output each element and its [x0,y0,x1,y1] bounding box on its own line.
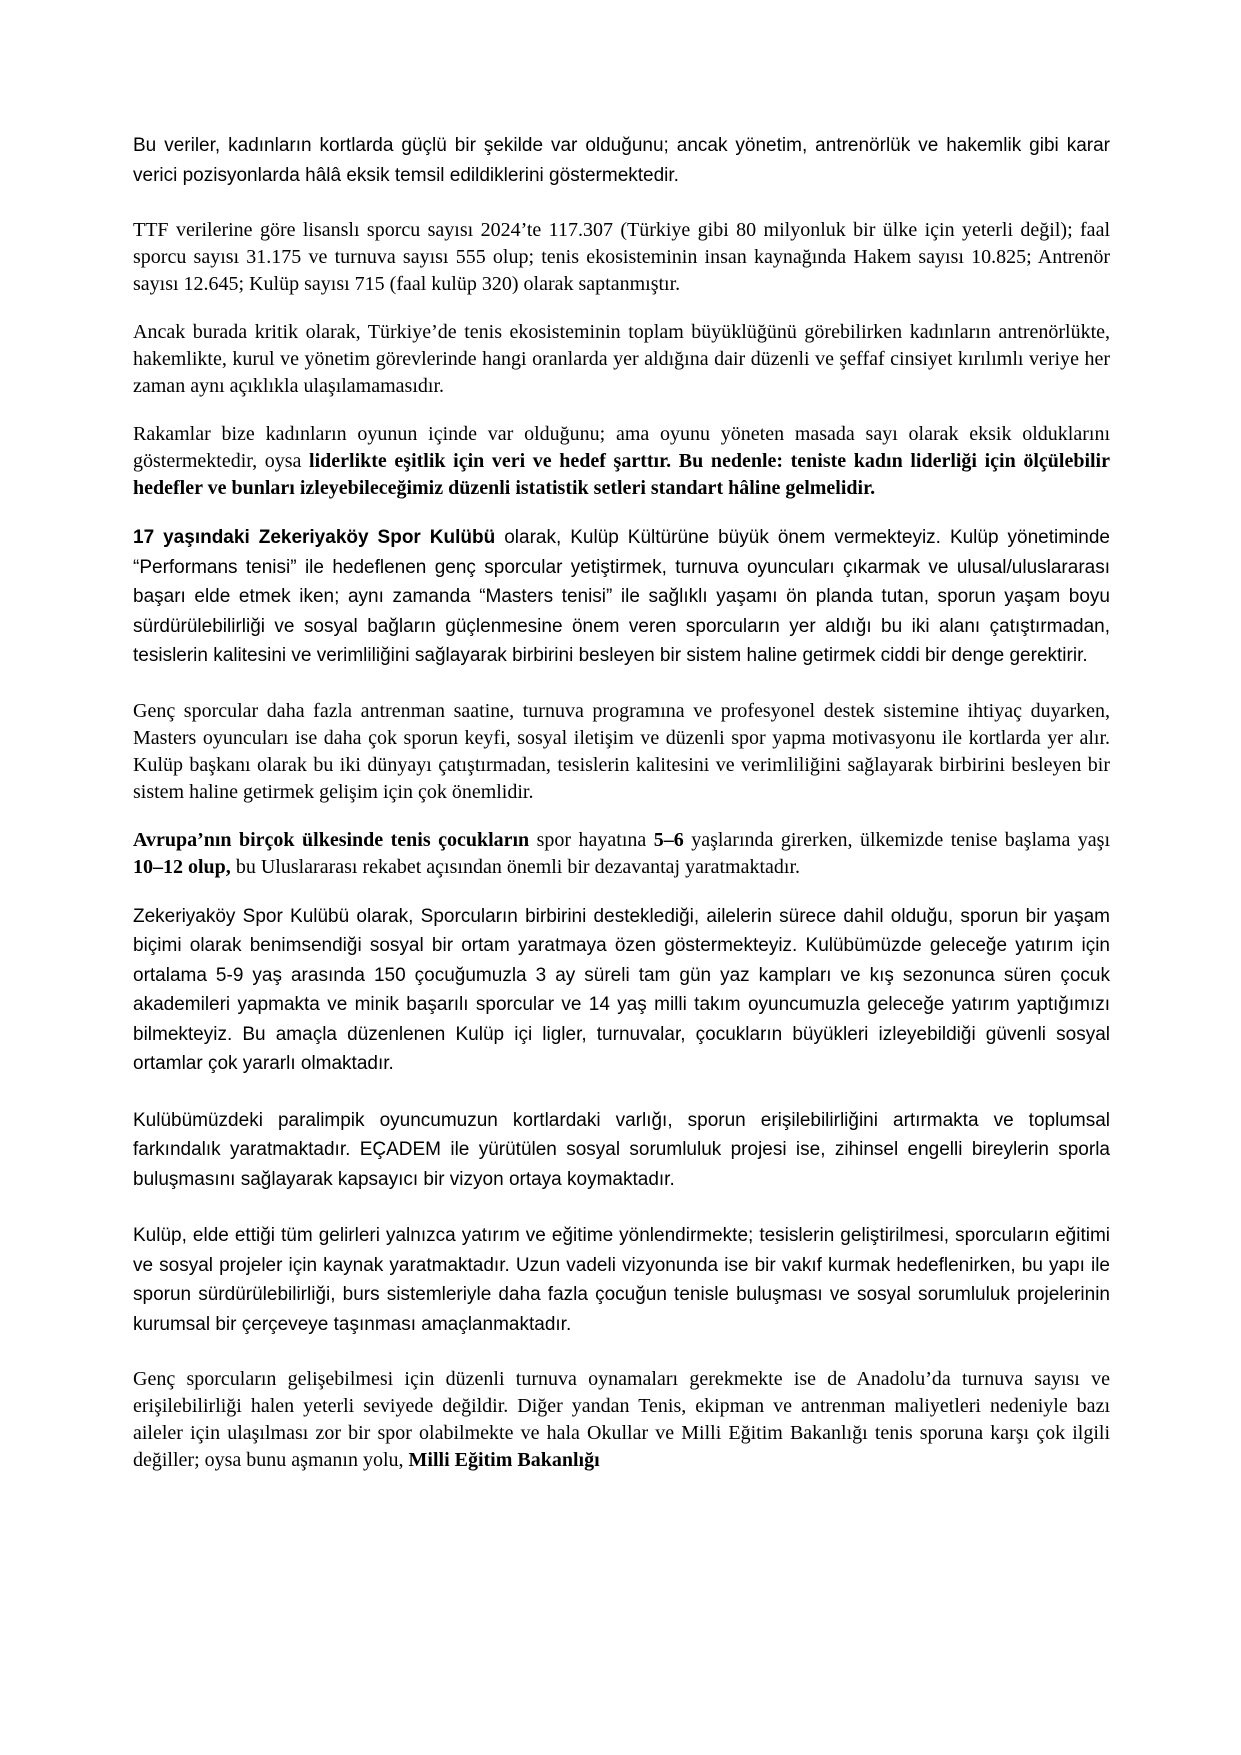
text-run: yaşlarında girerken, ülkemizde tenise başlama yaşı [683,828,1111,851]
text-run: Ancak burada kritik olarak, Türkiye’de tenis ekosisteminin toplam büyüklüğünü görebilirken kadınların antrenörlükte, hakemlikte, kurul ve yönetim görevlerinde hangi oranlarda yer aldığına dair düzenli ve şeffaf cinsiyet kırılımlı veriye her zaman aynı açıklıkla ulaşılamamasıdır. [133,321,1110,397]
text-run: spor hayatına [529,828,654,851]
text-run: Kulübümüzdeki paralimpik oyuncumuzun kortlardaki varlığı, sporun erişilebilirliğini artırmakta ve toplumsal farkındalık yaratmaktadır. EÇADEM ile yürütülen sosyal sorumluluk projesi ise, zihinsel engelli bireylerin sporla buluşmasını sağlayarak kapsayıcı bir vizyon ortaya koymaktadır. [133,1109,1110,1190]
paragraph [133,217,1110,298]
bold-text-run: 10–12 olup, [133,855,231,878]
text-run: Rakamlar bize kadınların oyunun içinde var olduğunu; ama oyunu yöneten masada sayı olarak eksik olduklarını göstermektedir, oysa [133,423,1110,472]
text-run: Genç sporcuların gelişebilmesi için düzenli turnuva oynamaları gerekmekte ise de Anadolu’da turnuva sayısı ve erişilebilirliği halen yeterli seviyede değildir. Diğer yandan Tenis, ekipman ve antrenman maliyetleri nedeniyle bazı aileler için ulaşılması zor bir spor olabilmekte ve hala Okullar ve Milli Eğitim Bakanlığı tenis sporuna karşı çok ilgili değiller; oysa bunu aşmanın yolu, [133,1368,1110,1471]
paragraph [133,902,1110,1079]
bold-text-run: liderlikte eşitlik için veri ve hedef şarttır. Bu nedenle: teniste kadın liderliği için ölçülebilir hedefler ve bunları izleyebileceğimiz düzenli istatistik setleri standart hâline gelmelidir. [133,450,1110,499]
paragraph [133,523,1110,671]
text-run: TTF verilerine göre lisanslı sporcu sayısı 2024’te 117.307 (Türkiye gibi 80 milyonluk bir ülke için yeterli değil); faal sporcu sayısı 31.175 ve turnuva sayısı 555 olup; tenis ekosisteminin insan kaynağında Hakem sayısı 10.825; Antrenör sayısı 12.645; Kulüp sayısı 715 (faal kulüp 320) olarak saptanmıştır. [133,219,1110,295]
bold-text-run: Avrupa’nın birçok ülkesinde tenis çocukların [133,828,530,851]
text-run: Bu veriler, kadınların kortlarda güçlü bir şekilde var olduğunu; ancak yönetim, antrenörlük ve hakemlik gibi karar verici pozisyonlarda hâlâ eksik temsil edildiklerini göstermektedir. [133,135,1110,186]
paragraph [133,827,1110,881]
paragraph [133,421,1110,502]
paragraph [133,131,1110,190]
paragraph [133,1106,1110,1195]
document-body [133,131,1110,1474]
paragraph [133,1221,1110,1339]
text-run: bu Uluslararası rekabet açısından önemli bir dezavantaj yaratmaktadır. [230,855,801,878]
paragraph [133,319,1110,400]
bold-text-run: 17 yaşındaki Zekeriyaköy Spor Kulübü [133,527,496,548]
text-run: Zekeriyaköy Spor Kulübü olarak, Sporcuların birbirini desteklediği, ailelerin sürece dahil olduğu, sporun bir yaşam biçimi olarak benimsendiği sosyal bir ortam yaratmaya özen göstermekteyiz. Kulübümüzde geleceğe yatırım için ortalama 5-9 yaş arasında 150 çocuğumuzla 3 ay süreli tam gün yaz kampları ve kış sezonunca süren çocuk akademileri yapmakta ve minik başarılı sporcular ve 14 yaş milli takım oyuncumuzla geleceğe yatırım yaptığımızı bilmekteyiz. Bu amaçla düzenlenen Kulüp içi ligler, turnuvalar, çocukların büyükleri izleyebildiği güvenli sosyal ortamlar çok yararlı olmaktadır. [133,905,1110,1074]
bold-text-run: 5–6 [653,828,684,851]
text-run: Kulüp, elde ettiği tüm gelirleri yalnızca yatırım ve eğitime yönlendirmekte; tesislerin geliştirilmesi, sporcuların eğitimi ve sosyal projeler için kaynak yaratmaktadır. Uzun vadeli vizyonunda ise bir vakıf kurmak hedeflenirken, bu yapı ile sporun sürdürülebilirliği, burs sistemleriyle daha fazla çocuğun tenisle buluşması ve sosyal sorumluluk projelerinin kurumsal bir çerçeveye taşınması amaçlanmaktadır. [133,1225,1110,1335]
bold-text-run: Milli Eğitim Bakanlığı [408,1449,600,1471]
paragraph [133,1366,1110,1474]
text-run: Genç sporcular daha fazla antrenman saatine, turnuva programına ve profesyonel destek sistemine ihtiyaç duyarken, Masters oyuncuları ise daha çok sporun keyfi, sosyal iletişim ve düzenli spor yapma motivasyonu ile kortlarda yer alır. Kulüp başkanı olarak bu iki dünyayı çatıştırmadan, tesislerin kalitesini ve verimliliğini sağlayarak birbirini besleyen bir sistem haline getirmek gelişim için çok önemlidir. [133,699,1110,803]
text-run: olarak, Kulüp Kültürüne büyük önem vermekteyiz. Kulüp yönetiminde “Performans tenisi” ile hedeflenen genç sporcular yetiştirmek, turnuva oyuncuları çıkarmak ve ulusal/uluslararası başarı elde etmek iken; aynı zamanda “Masters tenisi” ile sağlıklı yaşamı ön planda tutan, sporun yaşam boyu sürdürülebilirliği ve sosyal bağların güçlenmesine önem veren sporcuların yer aldığı bu iki alanı çatıştırmadan, tesislerin kalitesini ve verimliliğini sağlayarak birbirini besleyen bir sistem haline getirmek ciddi bir denge gerektirir. [133,527,1110,666]
paragraph [133,698,1110,806]
